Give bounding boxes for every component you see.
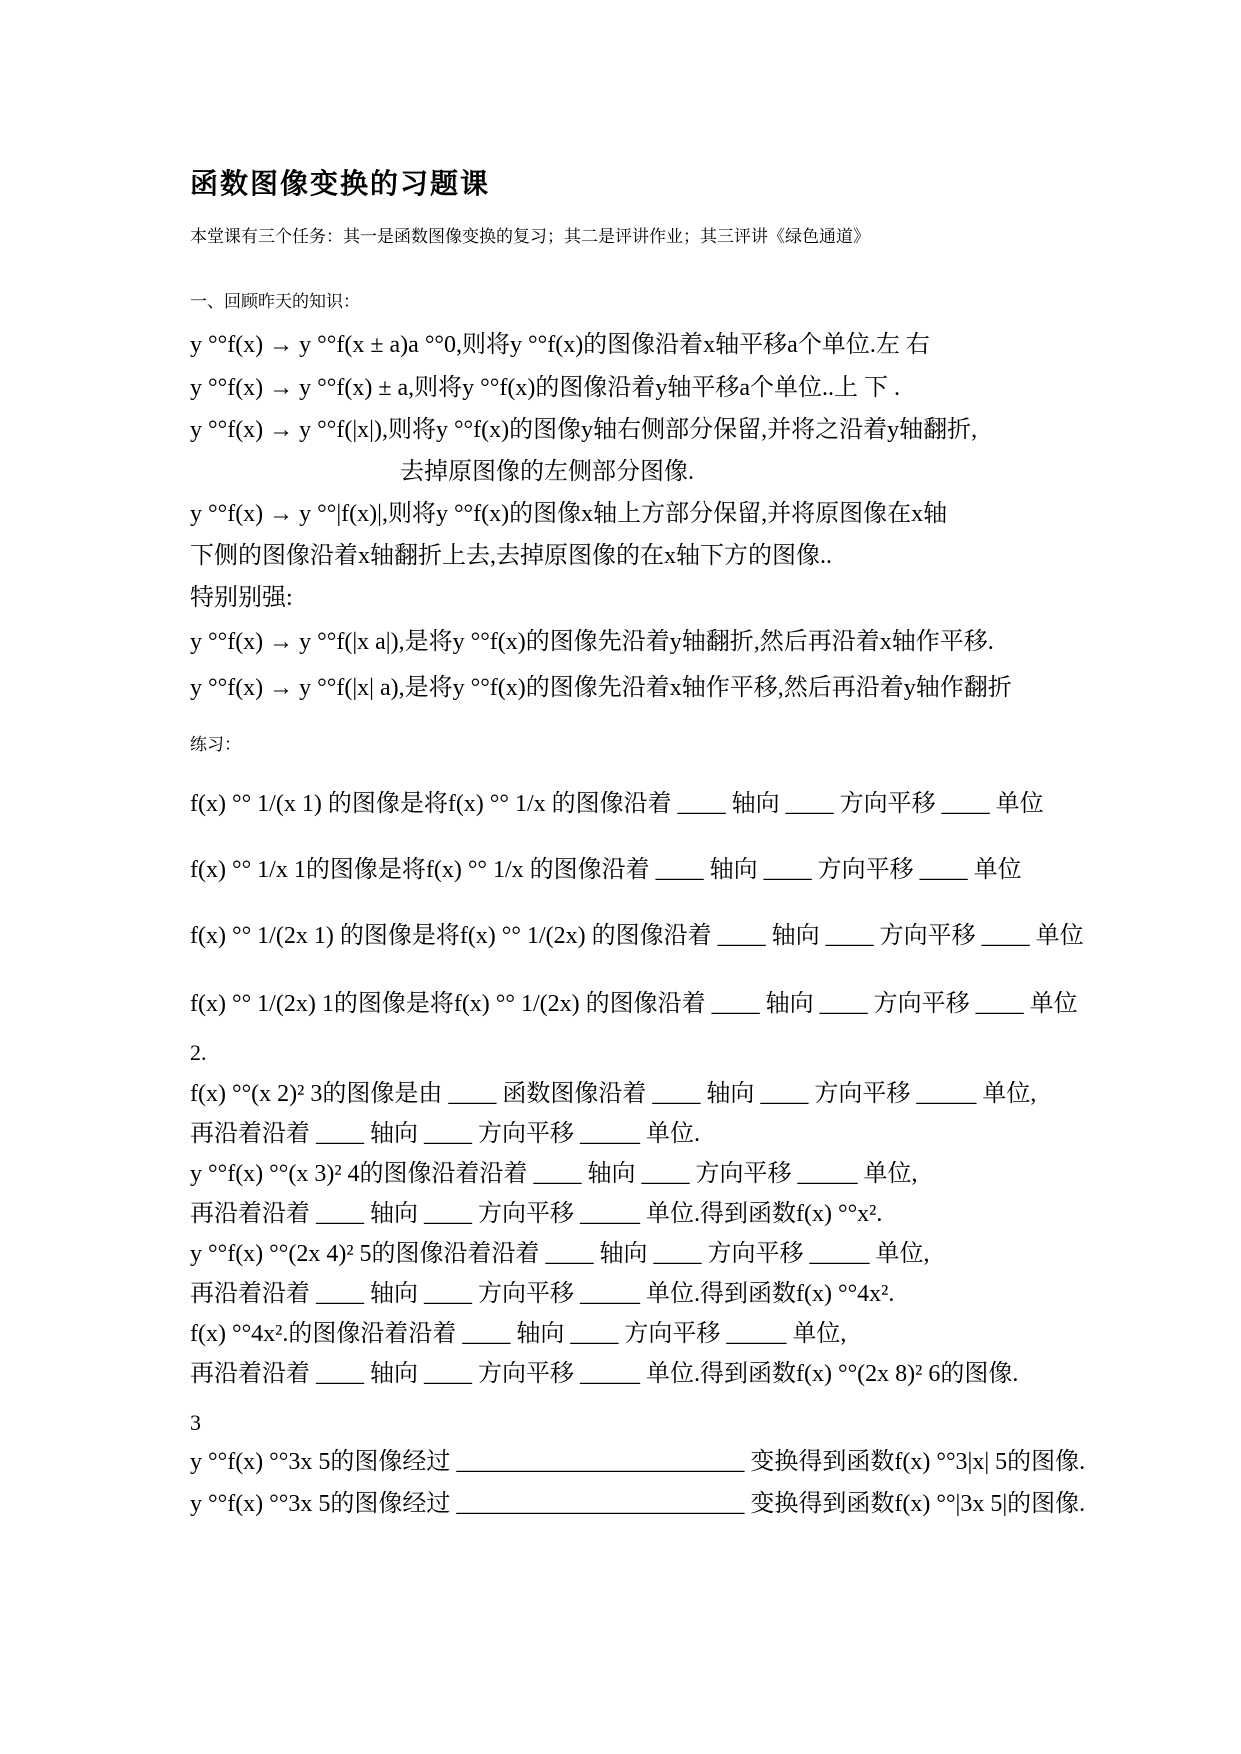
practice-line: y °°f(x) °°(2x 4)² 5的图像沿着沿着 ____ 轴向 ____ 方向平移 _____ 单位, <box>190 1241 930 1267</box>
review-line: y °°f(x) → y °°f(x) ± a,则将y °°f(x)的图像沿着y轴平移a个单位..上 下 . <box>190 375 900 401</box>
practice-line: 再沿着沿着 ____ 轴向 ____ 方向平移 _____ 单位.得到函数f(x) °°(2x 8)² 6的图像. <box>190 1361 1019 1387</box>
review-line: y °°f(x) → y °°f(|x| a),是将y °°f(x)的图像先沿着x轴作平移,然后再沿着y轴作翻折 <box>190 675 1012 701</box>
practice-line: 再沿着沿着 ____ 轴向 ____ 方向平移 _____ 单位. <box>190 1121 700 1147</box>
practice-line: f(x) °° 1/(x 1) 的图像是将f(x) °° 1/x 的图像沿着 ____ 轴向 ____ 方向平移 ____ 单位 <box>190 791 1044 817</box>
practice-line: 再沿着沿着 ____ 轴向 ____ 方向平移 _____ 单位.得到函数f(x) °°4x². <box>190 1281 895 1307</box>
practice-line: y °°f(x) °°(x 3)² 4的图像沿着沿着 ____ 轴向 ____ 方向平移 _____ 单位, <box>190 1161 918 1187</box>
question-number: 3 <box>190 1410 201 1435</box>
practice-line: 再沿着沿着 ____ 轴向 ____ 方向平移 _____ 单位.得到函数f(x) °°x². <box>190 1201 883 1227</box>
intro-text: 本堂课有三个任务：其一是函数图像变换的复习；其二是评讲作业；其三评讲《绿色通道》 <box>190 227 870 247</box>
question-number: 2. <box>190 1040 207 1065</box>
review-line: 下侧的图像沿着x轴翻折上去,去掉原图像的在x轴下方的图像.. <box>190 543 832 569</box>
practice-heading: 练习： <box>190 735 241 755</box>
practice-line: f(x) °°4x².的图像沿着沿着 ____ 轴向 ____ 方向平移 _____ 单位, <box>190 1321 847 1347</box>
practice-line: f(x) °° 1/x 1的图像是将f(x) °° 1/x 的图像沿着 ____ 轴向 ____ 方向平移 ____ 单位 <box>190 857 1022 883</box>
review-line: 去掉原图像的左侧部分图像. <box>400 459 694 485</box>
review-line: 特别别强: <box>190 585 293 611</box>
document-title: 函数图像变换的习题课 <box>190 167 491 200</box>
practice-line: f(x) °°(x 2)² 3的图像是由 ____ 函数图像沿着 ____ 轴向 ____ 方向平移 _____ 单位, <box>190 1081 1037 1107</box>
practice-line: f(x) °° 1/(2x 1) 的图像是将f(x) °° 1/(2x) 的图像沿着 ____ 轴向 ____ 方向平移 ____ 单位 <box>190 923 1084 949</box>
review-line: y °°f(x) → y °°|f(x)|,则将y °°f(x)的图像x轴上方部分保留,并将原图像在x轴 <box>190 501 948 527</box>
review-line: y °°f(x) → y °°f(|x a|),是将y °°f(x)的图像先沿着y轴翻折,然后再沿着x轴作平移. <box>190 629 994 655</box>
review-line: y °°f(x) → y °°f(|x|),则将y °°f(x)的图像y轴右侧部分保留,并将之沿着y轴翻折, <box>190 417 978 443</box>
practice-line: f(x) °° 1/(2x) 1的图像是将f(x) °° 1/(2x) 的图像沿着 ____ 轴向 ____ 方向平移 ____ 单位 <box>190 991 1078 1017</box>
practice-line: y °°f(x) °°3x 5的图像经过 ________________________ 变换得到函数f(x) °°3|x| 5的图像. <box>190 1449 1086 1475</box>
practice-line: y °°f(x) °°3x 5的图像经过 ________________________ 变换得到函数f(x) °°|3x 5|的图像. <box>190 1491 1086 1517</box>
review-line: y °°f(x) → y °°f(x ± a)a °°0,则将y °°f(x)的图像沿着x轴平移a个单位.左 右 <box>190 332 930 358</box>
section-heading: 一、回顾昨天的知识： <box>190 292 360 312</box>
